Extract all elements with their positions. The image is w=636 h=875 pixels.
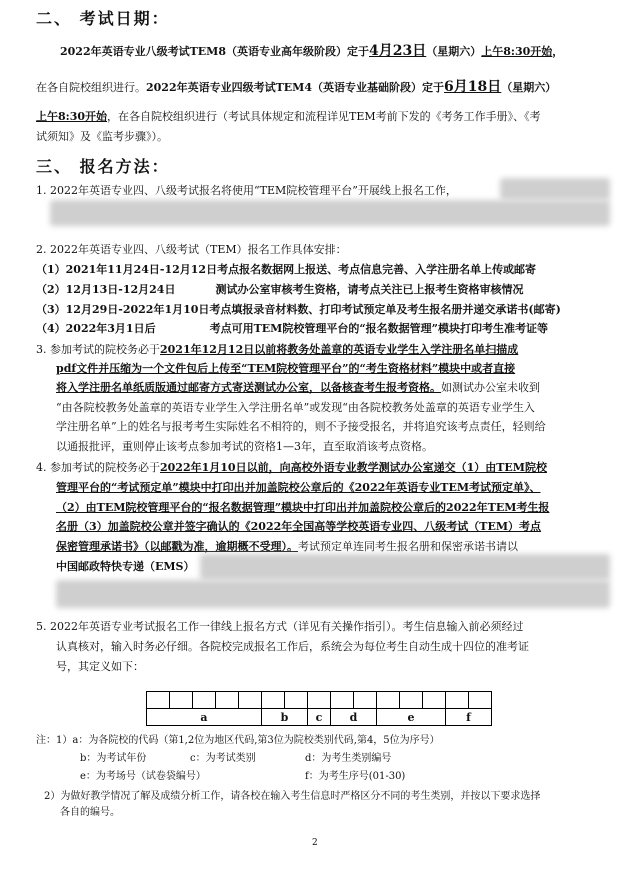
note-c: c：为考试类别 <box>190 753 256 764</box>
paragraph-line: 在各自院校组织进行。2022年英语专业四级考试TEM4（英语专业基础阶段）定于6月18日（星期六） <box>36 79 557 95</box>
paragraph-line: 认真核对，输入时务必仔细。各院校完成报名工作后，系统会为每位考生自动生成十四位的准考证 <box>56 640 529 653</box>
paragraph-line: 2022年英语专业八级考试TEM8（英语专业高年级阶段）定于4月23日（星期六）上午8:30开始， <box>60 43 564 59</box>
list-item-3: 3. 参加考试的院校务必于2021年12月12日以前将教务处盖章的英语专业学生入学注册名单扫描成 <box>36 343 519 356</box>
table-row <box>147 709 492 726</box>
note-b: b：为考试年份 <box>80 753 147 764</box>
paragraph-line: 以通报批评，重则停止该考点参加考试的资格1—3年，直至取消该考点资格。 <box>56 440 433 453</box>
paragraph-line: 学注册名单”上的姓名与报考考生实际姓名不相符的，则不予接受报名，并将追究该考点责任，轻则给 <box>56 420 546 433</box>
note-2: 2）为做好教学情况了解及成绩分析工作，请各校在输入考生信息时严格区分不同的考生类别，并按以下要求选择 <box>44 791 541 802</box>
code-label-e: e <box>377 709 446 726</box>
note-1: 注：1）a：为各院校的代码（第1,2位为地区代码,第3位为院校类别代码,第4，5位为序号） <box>36 735 440 746</box>
code-label-c: c <box>308 709 331 726</box>
admission-number-table <box>146 691 492 726</box>
code-label-f: f <box>446 709 492 726</box>
note-2-continued: 各自的编号。 <box>60 807 120 818</box>
redacted-area <box>200 554 610 580</box>
exam-date-tem4: 6月18日 <box>444 79 502 95</box>
list-item-4: 4. 参加考试的院校务必于2022年1月10日以前，向高校外语专业教学测试办公室递交（1）由TEM院校 <box>36 461 547 474</box>
code-label-a: a <box>147 709 262 726</box>
exam-time-tem4: 上午8:30开始 <box>36 110 108 123</box>
paragraph-line: 号，其定义如下： <box>56 660 144 673</box>
paragraph-line: 保密管理承诺书》（以邮戳为准，逾期概不受理）。考试预定单连同考生报名册和保密承诺书请以 <box>56 540 518 553</box>
paragraph-line: 中国邮政特快专递（EMS） <box>56 560 195 573</box>
redacted-area <box>56 580 610 608</box>
note-f: f：为考生序号(01-30) <box>305 771 406 782</box>
paragraph-line: “由各院校教务处盖章的英语专业学生入学注册名单”或发现“由各院校教务处盖章的英语专业学生入 <box>56 401 535 414</box>
schedule-item-1: （1）2021年11月24日-12月12日考点报名数据网上报送、考点信息完善、入学注册名单上传或邮寄 <box>36 263 537 276</box>
paragraph-line: 上午8:30开始，在各自院校组织进行（考试具体规定和流程详见TEM考前下发的《考务工作手册》、《考 <box>36 110 541 123</box>
paragraph-line: 将入学注册名单纸质版通过邮寄方式寄送测试办公室，以备核查考生报考资格。如测试办公室未收到 <box>56 381 540 394</box>
schedule-item-3: （3）12月29日-2022年1月10日考点填报录音材料数、打印考试预定单及考生报名册并递交承诺书(邮寄) <box>36 303 561 316</box>
paragraph-line: 名册（3）加盖院校公章并签字确认的《2022年全国高等学校英语专业四、八级考试（TEM）考点 <box>56 520 542 533</box>
page-number: 2 <box>312 838 318 848</box>
note-d: d：为考生类别编号 <box>305 753 392 764</box>
note-e: e：为考场号（试卷袋编号） <box>80 771 206 782</box>
schedule-item-2: （2）12月13日-12月24日 测试办公室审核考生资格，请考点关注已上报考生资格审核情况 <box>36 283 524 296</box>
paragraph-line: 管理平台的“考试预定单”模块中打印出并加盖院校公章后的《2022年英语专业TEM考试预定单》、 <box>56 481 541 494</box>
list-item-5: 5. 2022年英语专业考试报名工作一律线上报名方式（详见有关操作指引）。考生信息输入前必须经过 <box>36 620 524 633</box>
redacted-area <box>50 200 610 226</box>
section-heading-registration: 三、 报名方法： <box>36 157 170 176</box>
redacted-area <box>500 178 610 200</box>
list-item-1: 1. 2022年英语专业四、八级考试报名将使用“TEM院校管理平台”开展线上报名工作， <box>36 184 457 197</box>
paragraph-line: （2）由TEM院校管理平台的“报名数据管理”模块中打印出并加盖院校公章后的2022年TEM考生报 <box>56 501 550 514</box>
list-item-2: 2. 2022年英语专业四、八级考试（TEM）报名工作具体安排： <box>36 243 347 256</box>
exam-date-tem8: 4月23日 <box>369 43 427 59</box>
exam-time-tem8: 上午8:30开始 <box>481 45 553 58</box>
table-row <box>147 692 492 709</box>
code-label-b: b <box>262 709 308 726</box>
section-heading-exam-date: 二、 考试日期： <box>36 9 170 28</box>
paragraph-line: 试须知》及《监考步骤》）。 <box>36 130 168 143</box>
paragraph-line: pdf文件并压缩为一个文件包后上传至“TEM院校管理平台”的“考生资格材料”模块中或者直接 <box>56 362 516 375</box>
schedule-item-4: （4）2022年3月1日后 考点可用TEM院校管理平台的“报名数据管理”模块打印考生准考证等 <box>36 322 548 335</box>
code-label-d: d <box>331 709 377 726</box>
